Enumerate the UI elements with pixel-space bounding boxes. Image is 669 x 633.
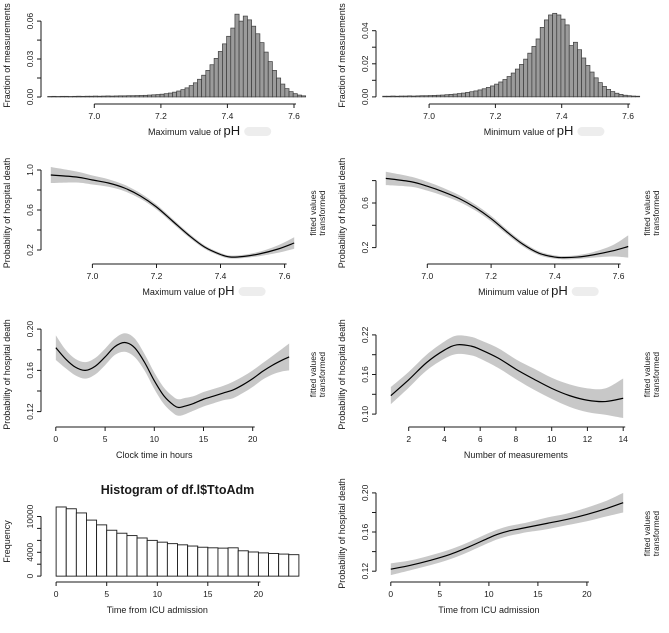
- hist-bar: [277, 78, 281, 97]
- x-tick-label: 20: [247, 434, 258, 444]
- ph-highlight-blob: [244, 127, 271, 136]
- hist-bar: [420, 96, 424, 97]
- hist-bar: [156, 95, 160, 97]
- hist-bar: [117, 533, 127, 576]
- y-tick-label: 0.2: [25, 244, 35, 256]
- hist-bar: [85, 96, 89, 97]
- data-layer: [391, 493, 623, 575]
- hist-bar: [173, 92, 177, 97]
- x-tick-label: 5: [102, 434, 108, 444]
- x-tick-label: 4: [442, 434, 447, 444]
- hist-bar: [208, 548, 218, 576]
- y-tick-label: 0.6: [360, 197, 370, 209]
- x-tick-label: 7.6: [278, 271, 291, 281]
- hist-bar: [391, 96, 395, 97]
- y-axis-title: Probability of hospital death: [337, 478, 347, 589]
- hist-bar: [238, 551, 248, 576]
- x-axis-title: Number of measurements: [463, 450, 568, 460]
- x-tick-label: 12: [582, 434, 593, 444]
- hist-bar: [48, 96, 52, 97]
- panel-smooth-num-measure: [335, 315, 669, 478]
- hist-bar: [157, 542, 167, 576]
- hist-bar: [289, 92, 293, 97]
- hist-bar: [615, 93, 619, 97]
- hist-bar: [631, 96, 635, 97]
- hist-bar: [188, 546, 198, 576]
- hist-bar: [586, 65, 590, 96]
- hist-bar: [486, 87, 490, 96]
- data-layer: [391, 335, 623, 418]
- hist-bar: [590, 72, 594, 97]
- fitted-values-label: fitted values: [308, 351, 318, 398]
- hist-bar: [449, 94, 453, 96]
- x-axis-title: Minimum value of pH: [483, 123, 574, 138]
- hist-bar: [403, 96, 407, 97]
- hist-bar: [167, 544, 177, 576]
- hist-bar: [52, 96, 56, 97]
- hist-bar: [387, 96, 391, 97]
- x-tick-label: 10: [484, 589, 494, 599]
- hist-bar: [627, 96, 631, 97]
- y-axis-title: Probability of hospital death: [337, 157, 347, 269]
- hist-bar: [89, 96, 93, 97]
- hist-bar: [77, 96, 81, 97]
- confidence-band: [56, 333, 289, 416]
- hist-bar: [178, 545, 188, 576]
- hist-bar: [214, 58, 218, 97]
- fitted-values-label: transformed: [317, 190, 327, 236]
- y-tick-label: 1.0: [25, 164, 35, 176]
- x-axis-title: Time from ICU admission: [438, 605, 540, 615]
- data-layer: [386, 172, 628, 260]
- x-tick-label: 20: [253, 589, 264, 599]
- panel-smooth-ttoadm: [335, 478, 669, 633]
- x-axis-title: Maximum value of pH: [142, 283, 235, 298]
- y-tick-label: 0.03: [25, 50, 35, 68]
- hist-bar: [102, 96, 106, 97]
- y-axis-title: Probability of hospital death: [2, 319, 12, 430]
- hist-bar: [607, 89, 611, 96]
- x-tick-label: 7.2: [489, 111, 502, 121]
- plot-svg: [0, 315, 335, 478]
- hist-bar: [107, 530, 117, 576]
- plot-svg: [335, 315, 669, 478]
- hist-bar: [137, 538, 147, 576]
- hist-bar: [148, 95, 152, 97]
- panel-smooth-min-ph: [335, 155, 669, 315]
- hist-bar: [131, 96, 135, 97]
- hist-bar: [135, 96, 139, 97]
- hist-bar: [478, 90, 482, 97]
- x-tick-label: 15: [198, 434, 209, 444]
- hist-bar: [168, 93, 172, 97]
- y-tick-label: 0.02: [360, 55, 370, 73]
- y-axis-title: Probability of hospital death: [2, 157, 12, 269]
- y-tick-label: 0.16: [360, 366, 370, 383]
- y-axis-title: Frequency: [2, 520, 12, 563]
- x-axis-title: Minimum value of pH: [478, 283, 568, 298]
- hist-bar: [123, 96, 127, 97]
- hist-bar: [416, 96, 420, 97]
- plot-svg: [335, 478, 669, 633]
- hist-bar: [247, 20, 251, 97]
- hist-bar: [272, 70, 276, 97]
- confidence-band: [51, 167, 294, 259]
- hist-bar: [258, 553, 268, 576]
- plot-svg: [335, 155, 669, 315]
- hist-bar: [279, 554, 289, 576]
- hist-bar: [503, 79, 507, 96]
- hist-bar: [474, 91, 478, 97]
- hist-bar: [289, 555, 299, 576]
- hist-bar: [490, 86, 494, 97]
- fitted-curve: [51, 175, 294, 257]
- x-tick-label: 5: [437, 589, 443, 599]
- hist-bar: [548, 15, 552, 97]
- x-tick-label: 7.0: [86, 271, 99, 281]
- hist-bar: [152, 95, 156, 97]
- hist-bar: [582, 58, 586, 97]
- panel-hist-max-ph: [0, 0, 335, 155]
- hist-bar: [64, 96, 68, 97]
- data-layer: [51, 167, 294, 259]
- hist-bar: [383, 96, 387, 97]
- y-tick-label: 0.16: [360, 523, 370, 541]
- hist-bar: [428, 96, 432, 97]
- x-tick-label: 0: [53, 589, 59, 599]
- hist-bar: [532, 46, 536, 96]
- hist-bar: [281, 84, 285, 97]
- hist-bar: [248, 552, 258, 576]
- hist-bar: [611, 92, 615, 97]
- hist-bar: [76, 513, 86, 576]
- hist-bar: [540, 27, 544, 96]
- hist-bar: [181, 90, 185, 97]
- hist-bar: [252, 26, 256, 97]
- hist-bar: [56, 96, 60, 97]
- x-tick-label: 6: [477, 434, 483, 444]
- fitted-values-label: fitted values: [642, 510, 652, 557]
- x-tick-label: 0: [53, 434, 59, 444]
- fitted-values-label: fitted values: [642, 190, 652, 236]
- fitted-values-label: transformed: [651, 190, 661, 236]
- hist-bar: [231, 28, 235, 97]
- hist-bar: [260, 43, 264, 97]
- panel-hist-min-ph: [335, 0, 669, 155]
- hist-bar: [432, 95, 436, 96]
- y-tick-label: 0.20: [360, 484, 370, 502]
- ph-highlight-blob: [572, 287, 599, 296]
- x-tick-label: 7.4: [221, 111, 234, 121]
- x-tick-label: 7.0: [421, 271, 434, 281]
- hist-bar: [441, 95, 445, 97]
- hist-bar: [293, 94, 297, 97]
- hist-bar: [524, 59, 528, 97]
- x-tick-label: 7.4: [555, 111, 568, 121]
- hist-bar: [97, 525, 107, 576]
- hist-bar: [210, 65, 214, 97]
- y-tick-label: 0.06: [25, 12, 35, 30]
- fitted-values-label: fitted values: [642, 351, 652, 398]
- y-tick-label: 0.00: [360, 88, 370, 106]
- panel-smooth-clock-time: [0, 315, 335, 478]
- x-tick-label: 7.0: [423, 111, 436, 121]
- plot-svg: [0, 155, 335, 315]
- y-axis-title: Fraction of measurements: [337, 3, 347, 108]
- hist-bar: [189, 86, 193, 97]
- data-layer: [383, 13, 640, 97]
- hist-bar: [127, 536, 137, 577]
- y-tick-label: 0.04: [360, 22, 370, 39]
- plot-svg: [0, 0, 335, 155]
- y-tick-label: 0.00: [25, 88, 35, 106]
- hist-bar: [461, 93, 465, 97]
- hist-bar: [114, 96, 118, 97]
- fitted-values-label: fitted values: [308, 190, 318, 236]
- hist-bar: [264, 52, 268, 97]
- panel-hist-ttoadm: [0, 478, 335, 633]
- hist-bar: [594, 78, 598, 97]
- y-tick-label: 0.22: [360, 326, 370, 344]
- hist-bar: [495, 84, 499, 97]
- hist-bar: [598, 83, 602, 97]
- confidence-band: [391, 335, 623, 418]
- y-tick-label: 0.12: [360, 562, 370, 580]
- y-tick-label: 0.12: [25, 403, 35, 420]
- hist-bar: [222, 44, 226, 97]
- y-tick-label: 4000: [25, 542, 35, 562]
- x-axis-title: Time from ICU admission: [106, 605, 208, 615]
- hist-bar: [453, 94, 457, 97]
- y-tick-label: 0.10: [360, 405, 370, 423]
- x-tick-label: 7.6: [612, 271, 625, 281]
- x-tick-label: 10: [149, 434, 160, 444]
- x-tick-label: 15: [533, 589, 543, 599]
- hist-bar: [569, 46, 573, 97]
- hist-bar: [602, 86, 606, 96]
- hist-bar: [470, 92, 474, 97]
- hist-bar: [218, 51, 222, 97]
- y-tick-label: 0.6: [25, 204, 35, 216]
- x-tick-label: 10: [546, 434, 557, 444]
- hist-bar: [118, 96, 122, 97]
- ph-highlight-blob: [577, 127, 604, 136]
- y-tick-label: 0.20: [25, 320, 35, 338]
- hist-bar: [139, 95, 143, 97]
- hist-bar: [228, 548, 238, 576]
- hist-bar: [93, 96, 97, 97]
- hist-bar: [297, 95, 301, 97]
- hist-bar: [243, 16, 247, 97]
- x-tick-label: 2: [406, 434, 412, 444]
- hist-bar: [202, 75, 206, 97]
- hist-bar: [98, 96, 102, 97]
- hist-bar: [499, 82, 503, 97]
- hist-bar: [127, 96, 131, 97]
- x-tick-label: 8: [513, 434, 519, 444]
- panel-smooth-max-ph: [0, 155, 335, 315]
- hist-bar: [198, 547, 208, 576]
- x-tick-label: 20: [582, 589, 592, 599]
- fitted-values-label: transformed: [651, 510, 661, 557]
- x-tick-label: 7.4: [548, 271, 561, 281]
- x-tick-label: 7.6: [622, 111, 635, 121]
- x-tick-label: 7.2: [485, 271, 498, 281]
- hist-bar: [164, 94, 168, 97]
- hist-bar: [557, 15, 561, 97]
- hist-bar: [56, 507, 66, 576]
- hist-bar: [86, 520, 96, 576]
- hist-bar: [565, 25, 569, 97]
- panel-title: Histogram of df.l$TtoAdm: [100, 483, 255, 497]
- hist-bar: [424, 96, 428, 97]
- hist-bar: [185, 88, 189, 97]
- hist-bar: [81, 96, 85, 97]
- hist-bar: [399, 96, 403, 97]
- y-axis-title: Fraction of measurements: [2, 3, 12, 108]
- hist-bar: [619, 94, 623, 96]
- hist-bar: [268, 62, 272, 97]
- hist-bar: [515, 69, 519, 97]
- plot-svg: [0, 478, 335, 633]
- hist-bar: [553, 13, 557, 97]
- x-axis-title: Clock time in hours: [116, 450, 193, 460]
- hist-bar: [457, 94, 461, 97]
- hist-bar: [227, 36, 231, 97]
- hist-bar: [412, 96, 416, 97]
- fitted-values-label: transformed: [651, 351, 661, 398]
- hist-bar: [193, 83, 197, 97]
- hist-bar: [445, 95, 449, 97]
- x-tick-label: 7.2: [154, 111, 167, 121]
- hist-bar: [285, 89, 289, 97]
- hist-bar: [60, 96, 64, 97]
- y-axis-title: Probability of hospital death: [337, 319, 347, 430]
- x-axis-title: Maximum value of pH: [148, 123, 241, 138]
- hist-bar: [68, 96, 72, 97]
- x-tick-label: 7.2: [150, 271, 163, 281]
- hist-bar: [160, 94, 164, 97]
- hist-bar: [507, 77, 511, 97]
- x-tick-label: 0: [388, 589, 394, 599]
- x-tick-label: 15: [203, 589, 213, 599]
- hist-bar: [511, 73, 515, 97]
- hist-bar: [147, 540, 157, 576]
- x-tick-label: 10: [152, 589, 163, 599]
- hist-bar: [256, 34, 260, 97]
- hist-bar: [106, 96, 110, 97]
- y-tick-label: 10000: [25, 504, 35, 529]
- hist-bar: [239, 21, 243, 97]
- plot-svg: [335, 0, 669, 155]
- hist-bar: [573, 42, 577, 97]
- fitted-curve: [386, 178, 628, 257]
- data-layer: [56, 507, 299, 576]
- hist-bar: [636, 96, 640, 97]
- hist-bar: [110, 96, 114, 97]
- hist-bar: [66, 509, 76, 576]
- hist-bar: [519, 64, 523, 96]
- x-tick-label: 7.0: [88, 111, 101, 121]
- hist-bar: [302, 96, 306, 97]
- hist-bar: [395, 96, 399, 97]
- data-layer: [48, 14, 306, 97]
- hist-bar: [466, 92, 470, 96]
- x-tick-label: 5: [104, 589, 110, 599]
- hist-bar: [235, 14, 239, 97]
- hist-bar: [437, 95, 441, 97]
- y-tick-label: 0: [25, 573, 35, 579]
- y-tick-label: 0.2: [360, 241, 370, 254]
- hist-bar: [206, 70, 210, 97]
- hist-bar: [269, 553, 279, 576]
- hist-bar: [536, 39, 540, 97]
- hist-bar: [528, 53, 532, 97]
- x-tick-label: 7.4: [214, 271, 227, 281]
- confidence-band: [391, 493, 623, 575]
- x-tick-label: 14: [618, 434, 628, 444]
- hist-bar: [143, 95, 147, 97]
- hist-bar: [578, 50, 582, 97]
- hist-bar: [623, 95, 627, 97]
- hist-bar: [218, 548, 228, 576]
- hist-bar: [544, 20, 548, 97]
- data-layer: [56, 333, 289, 416]
- hist-bar: [177, 91, 181, 97]
- hist-bar: [482, 89, 486, 97]
- hist-bar: [561, 19, 565, 97]
- hist-bar: [73, 96, 77, 97]
- hist-bar: [197, 79, 201, 97]
- y-tick-label: 0.16: [25, 362, 35, 379]
- x-tick-label: 7.6: [288, 111, 300, 121]
- ph-highlight-blob: [239, 287, 266, 296]
- fitted-values-label: transformed: [317, 351, 327, 398]
- hist-bar: [408, 96, 412, 97]
